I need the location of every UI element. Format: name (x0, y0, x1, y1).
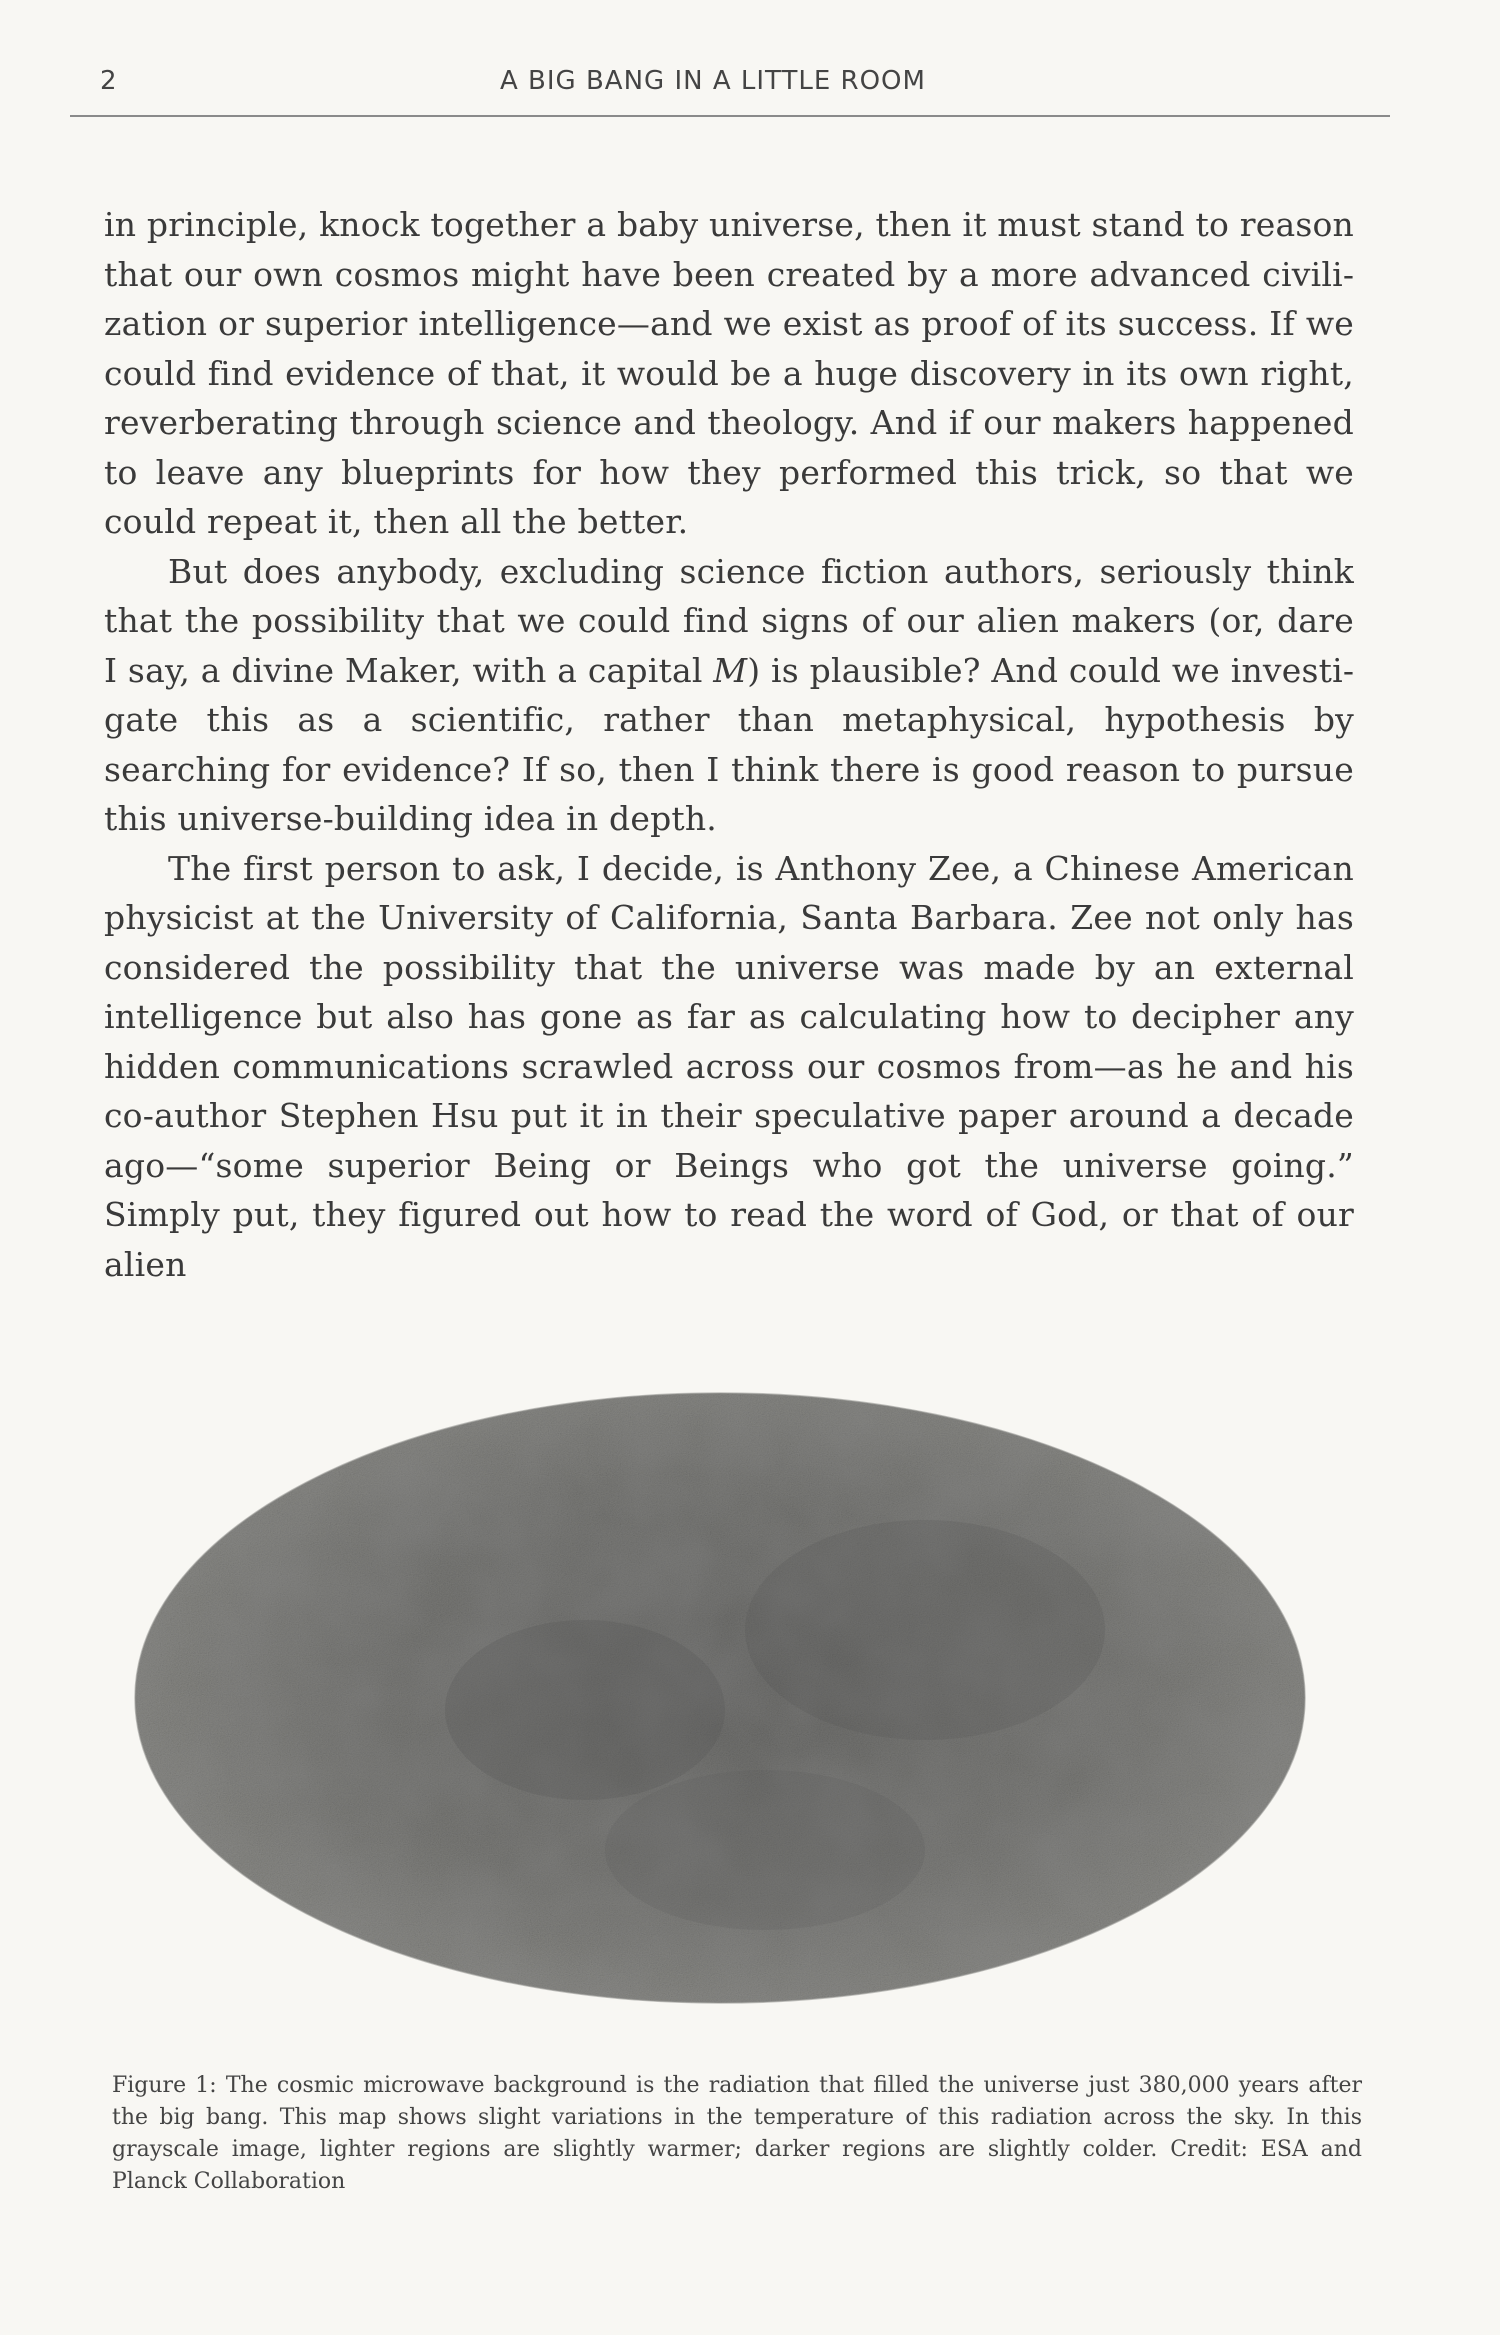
header-rule (70, 115, 1390, 117)
paragraph-1: in principle, knock together a baby universe, then it must stand to reason that our own cosmos might have been created by a more advanced civilization or superior intelligence—and we exist as proof of its success. If we could find evidence of that, it would be a huge discovery in its own right, reverberating through science and theology. And if our makers happened to leave any blueprints for how they performed this trick, so that we could repeat it, then all the better. (104, 205, 1354, 541)
cmb-map-image (125, 1380, 1315, 2020)
running-head: A BIG BANG IN A LITTLE ROOM (500, 66, 926, 96)
paragraph-2-part-1: But does anybody, excluding science fiction authors, seriously think that the possibility that we could find signs of our alien makers (or, dare I say, a divine Maker, with a capital (104, 551, 1354, 690)
page-header (100, 66, 1400, 106)
paragraph-2 (104, 547, 1354, 844)
paragraph-2-italic: M (713, 650, 748, 690)
cmb-figure (125, 1380, 1315, 2020)
page-number: 2 (100, 66, 117, 96)
paragraph-2-part-2: ) is plausible? And could we investigate this as a scientific, rather than metaphysical, hypothesis by searching for evidence? If so, then I think there is good reason to pursue this universe-building idea in depth. (104, 650, 1354, 838)
figure-caption: Figure 1: The cosmic microwave background is the radiation that filled the universe just 380,000 years after the big bang. This map shows slight variations in the temperature of this radiation across the sky. In this grayscale image, lighter regions are slightly warmer; darker regions are slightly colder. Credit: ESA and Planck Collaboration (112, 2073, 1362, 2194)
paragraph-3: The first person to ask, I decide, is Anthony Zee, a Chinese American physicist at the University of California, Santa Barbara. Zee not only has considered the possibility that the universe was made by an external intelligence but also has gone as far as calculating how to decipher any hidden communications scrawled across our cosmos from—as he and his co-author Stephen Hsu put it in their speculative paper around a decade ago—“some superior Being or Beings who got the universe going.” Simply put, they figured out how to read the word of God, or that of our alien (104, 848, 1354, 1284)
body-text (104, 200, 1354, 1289)
